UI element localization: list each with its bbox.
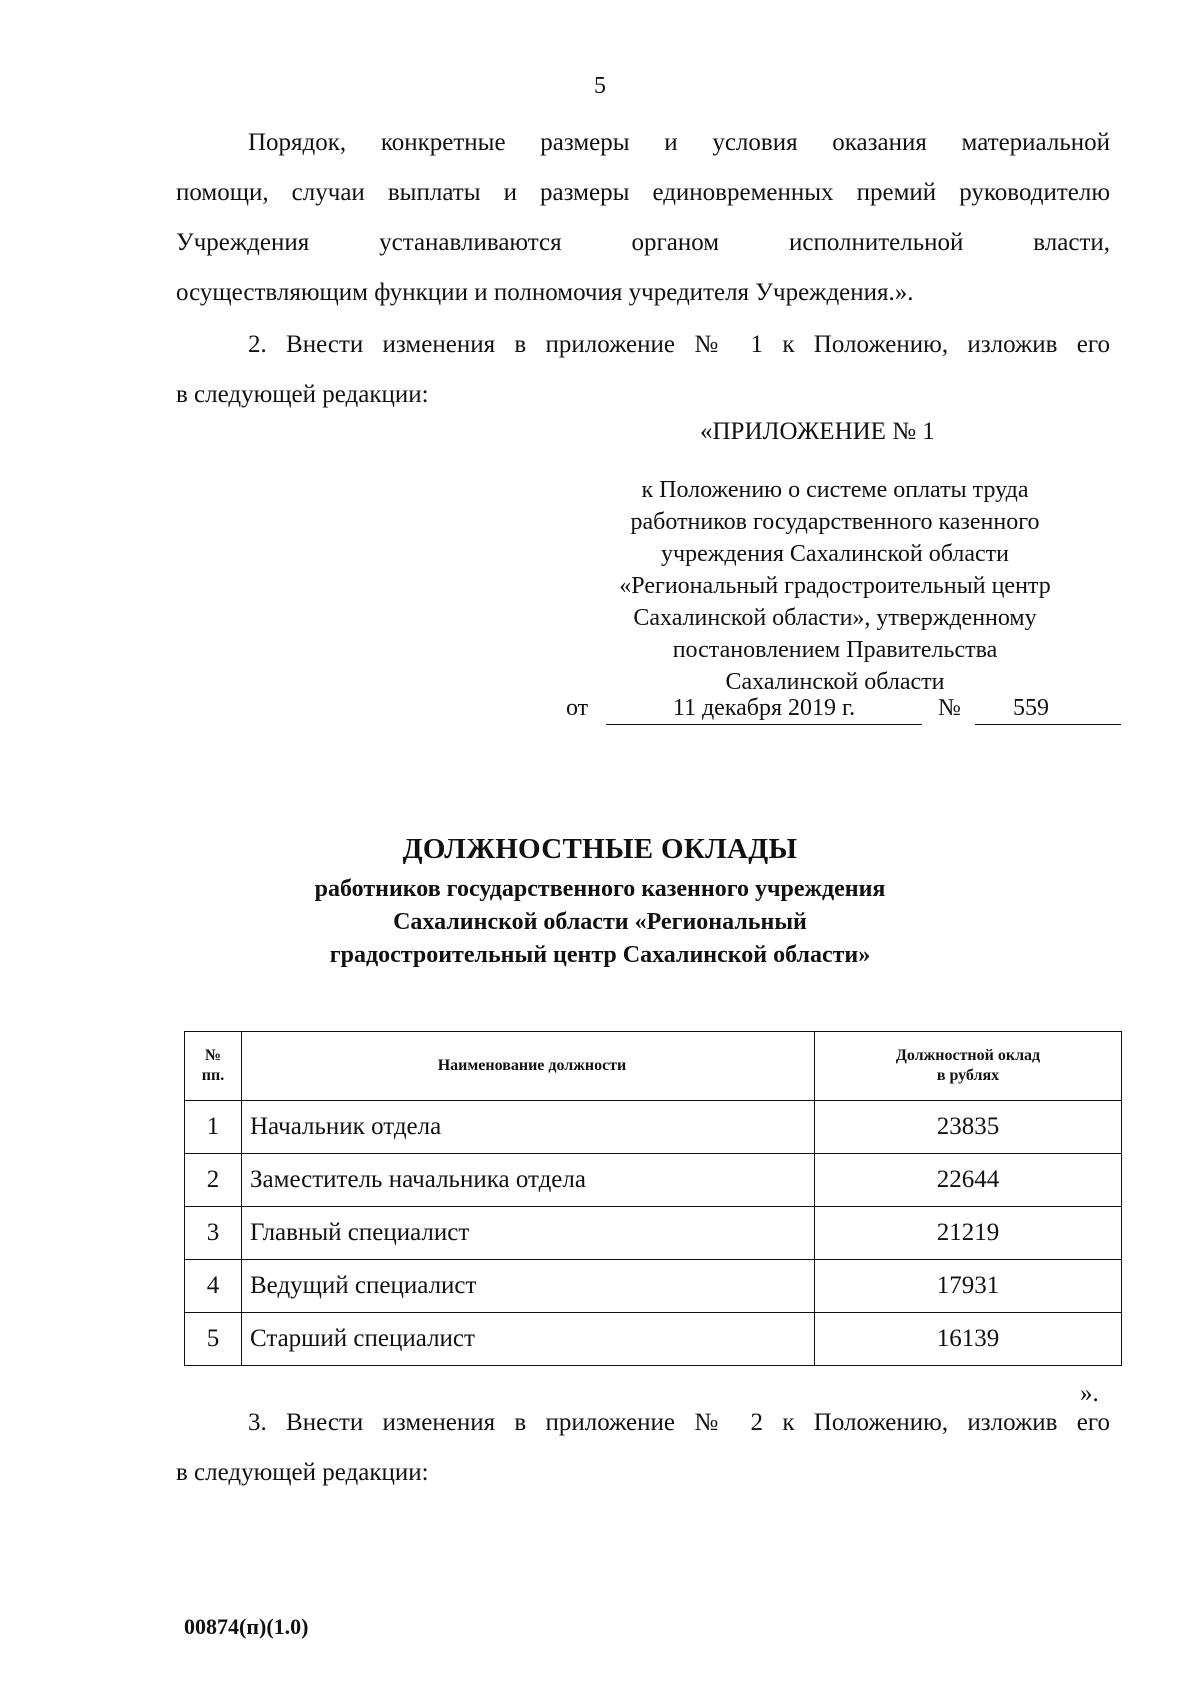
header-number-symbol: № <box>204 1047 222 1064</box>
row-number: 3 <box>185 1207 242 1260</box>
resolution-number: 559 <box>975 695 1121 725</box>
paragraph-2 <box>176 320 1110 420</box>
paragraph-3 <box>176 1398 1110 1498</box>
header-number-abbr: пп. <box>201 1067 225 1084</box>
document-code: 00874(п)(1.0) <box>184 1614 309 1639</box>
position-name: Начальник отдела <box>242 1101 815 1154</box>
paragraph-1-line-4: осуществляющим функции и полномочия учредителя Учреждения.». <box>176 279 914 306</box>
salary-value: 23835 <box>815 1101 1122 1154</box>
salary-table <box>184 1031 1122 1366</box>
paragraph-1 <box>176 118 1110 318</box>
paragraph-3-line-1: 3. Внести изменения в приложение № 2 к Положению, изложив его <box>248 1409 1110 1436</box>
number-label: № <box>938 695 961 721</box>
paragraph-1-line-3: Учреждения устанавливаются органом исполнительной власти, <box>176 229 1110 256</box>
from-label: от <box>566 695 589 721</box>
document-subtitle <box>0 873 1200 972</box>
paragraph-2-line-1: 2. Внести изменения в приложение № 1 к Положению, изложив его <box>248 331 1110 358</box>
table-row <box>185 1207 1122 1260</box>
table-header-row <box>185 1032 1122 1101</box>
annex-body-line: Сахалинской области», утвержденному <box>633 605 1037 631</box>
paragraph-2-line-2: в следующей редакции: <box>176 381 429 408</box>
position-name: Главный специалист <box>242 1207 815 1260</box>
position-name: Заместитель начальника отдела <box>242 1154 815 1207</box>
position-name: Старший специалист <box>242 1313 815 1366</box>
subtitle-line: работников государственного казенного учреждения <box>314 876 886 902</box>
paragraph-1-line-1: Порядок, конкретные размеры и условия оказания материальной <box>248 129 1110 156</box>
paragraph-3-line-2: в следующей редакции: <box>176 1459 429 1486</box>
header-salary-line-2: в рублях <box>936 1067 1000 1084</box>
header-position: Наименование должности <box>242 1032 815 1101</box>
subtitle-line: градостроительный центр Сахалинской области» <box>329 942 871 968</box>
row-number: 4 <box>185 1260 242 1313</box>
row-number: 1 <box>185 1101 242 1154</box>
closing-quote: ». <box>1080 1380 1099 1407</box>
annex-body-line: «Региональный градостроительный центр <box>619 573 1051 599</box>
table-row <box>185 1313 1122 1366</box>
header-salary <box>815 1032 1122 1101</box>
document-title: ДОЛЖНОСТНЫЕ ОКЛАДЫ <box>402 833 798 865</box>
salary-value: 22644 <box>815 1154 1122 1207</box>
header-salary-line-1: Должностной оклад <box>895 1047 1041 1064</box>
row-number: 2 <box>185 1154 242 1207</box>
subtitle-line: Сахалинской области «Региональный <box>393 909 807 935</box>
header-number <box>185 1032 242 1101</box>
resolution-date: 11 декабря 2019 г. <box>606 695 922 725</box>
page-number: 5 <box>594 73 606 99</box>
table-row <box>185 1154 1122 1207</box>
paragraph-1-line-2: помощи, случаи выплаты и размеры единовременных премий руководителю <box>176 179 1110 206</box>
salary-value: 16139 <box>815 1313 1122 1366</box>
salary-value: 21219 <box>815 1207 1122 1260</box>
row-number: 5 <box>185 1313 242 1366</box>
position-name: Ведущий специалист <box>242 1260 815 1313</box>
annex-title: «ПРИЛОЖЕНИЕ № 1 <box>700 418 935 445</box>
salary-value: 17931 <box>815 1260 1122 1313</box>
annex-body-line: учреждения Сахалинской области <box>661 541 1009 567</box>
annex-reference-block <box>580 474 1090 698</box>
table-row <box>185 1260 1122 1313</box>
table-row <box>185 1101 1122 1154</box>
annex-body-line: Сахалинской области <box>725 669 945 695</box>
annex-body-line: работников государственного казенного <box>630 509 1040 535</box>
annex-date-row <box>566 692 1116 728</box>
annex-body-line: постановлением Правительства <box>672 637 998 663</box>
annex-body-line: к Положению о системе оплаты труда <box>641 477 1029 503</box>
